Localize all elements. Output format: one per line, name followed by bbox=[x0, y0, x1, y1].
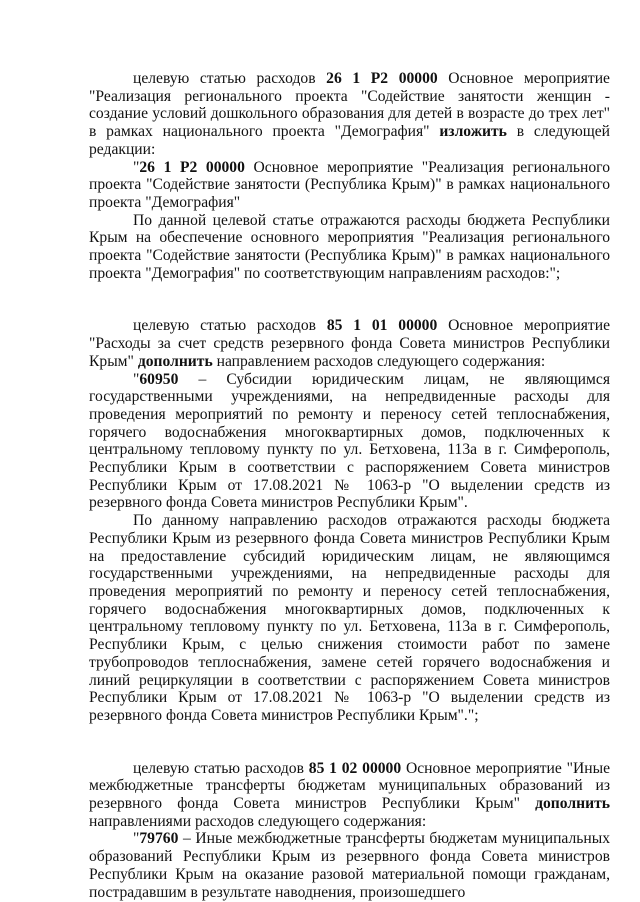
document-page bbox=[89, 70, 610, 901]
paragraph bbox=[89, 212, 610, 283]
text-run: Основное мероприятие "Реализация регионального проекта "Содействие занятости (Республика Крым)" в рамках национального проекта "Демография" bbox=[89, 158, 610, 211]
text-run: целевую статью расходов bbox=[133, 70, 327, 87]
text-run: целевую статью расходов bbox=[133, 317, 327, 335]
text-run: " bbox=[133, 830, 140, 848]
bold-text: дополнить bbox=[535, 795, 610, 813]
paragraph bbox=[89, 512, 610, 724]
bold-text: 26 1 P2 00000 bbox=[139, 158, 245, 176]
bold-text: 85 1 02 00000 bbox=[308, 759, 402, 777]
paragraph bbox=[89, 70, 610, 159]
paragraph-gap bbox=[89, 282, 610, 317]
text-run: в следующей редакции: bbox=[89, 123, 610, 158]
text-run: – Иные межбюджетные трансферты бюджетам муниципальных образований Республики Крым из резервного фонда Совета министров Республики Крым на оказание разовой материальной помощи гражданам, пострадавшим в результате наводнения, произошедшего bbox=[89, 830, 610, 901]
bold-text: изложить bbox=[439, 123, 507, 141]
bold-text: дополнить bbox=[137, 352, 213, 370]
text-run: По данной целевой статье отражаются расходы бюджета Республики Крым на обеспечение основного мероприятия "Реализация регионального проекта "Содействие занятости (Республика Крым)" в рамках национального проекта "Демография" по соответствующим направлениям расходов:"; bbox=[89, 211, 610, 282]
bold-text: 60950 bbox=[139, 370, 179, 388]
text-run: " bbox=[133, 158, 140, 176]
paragraph bbox=[89, 760, 610, 831]
text-run: направлением расходов следующего содержания: bbox=[212, 352, 546, 370]
text-run: – Субсидии юридическим лицам, не являющимся государственными учреждениями, на непредвиденные расходы для проведения мероприятий по ремонту и переносу сетей теплоснабжения, горячего водоснабжения многоквартирных домов, подключенных к центральному тепловому пункту по ул. Бетховена, 113а в г. Симферополь, Республики Крым в соответствии с распоряжением Совета министров Республики Крым от 17.08.2021 № 1063-р "О выделении средств из резервного фонда Совета министров Республики Крым". bbox=[89, 370, 610, 512]
text-run: Основное мероприятие "Реализация регионального проекта "Содействие занятости женщин - создание условий дошкольного образования для детей в возрасте до трех лет" в рамках национального проекта "Демография" bbox=[89, 70, 610, 141]
paragraph bbox=[89, 159, 610, 212]
text-run: Основное мероприятие "Расходы за счет средств резервного фонда Совета министров Республики Крым" bbox=[89, 317, 610, 370]
bold-text: 85 1 01 00000 bbox=[326, 317, 438, 335]
text-run: целевую статью расходов bbox=[133, 759, 309, 777]
paragraph-gap bbox=[89, 725, 610, 760]
bold-text: 26 1 P2 00000 bbox=[326, 70, 438, 87]
text-run: Основное мероприятие "Иные межбюджетные трансферты бюджетам муниципальных образований из резервного фонда Совета министров Республики Крым" bbox=[89, 759, 610, 813]
text-run: По данному направлению расходов отражаются расходы бюджета Республики Крым из резервного фонда Совета министров Республики Крым на предоставление субсидий юридическим лицам, не являющимся государственными учреждениями, на непредвиденные расходы для проведения мероприятий по ремонту и переносу сетей теплоснабжения, горячего водоснабжения многоквартирных домов, подключенных к центральному тепловому пункту по ул. Бетховена, 113а в г. Симферополь, Республики Крым, с целью снижения стоимости работ по замене трубопроводов теплоснабжения, замене сетей горячего водоснабжения и линий рециркуляции в соответствии с распоряжением Совета министров Республики Крым от 17.08.2021 № 1063-р "О выделении средств из резервного фонда Совета министров Республики Крым"."; bbox=[89, 512, 610, 724]
paragraph bbox=[89, 317, 610, 370]
paragraph bbox=[89, 371, 610, 513]
paragraph bbox=[89, 830, 610, 901]
text-run: направлениями расходов следующего содержания: bbox=[89, 812, 427, 830]
text-run: " bbox=[133, 370, 140, 388]
bold-text: 79760 bbox=[139, 830, 179, 848]
